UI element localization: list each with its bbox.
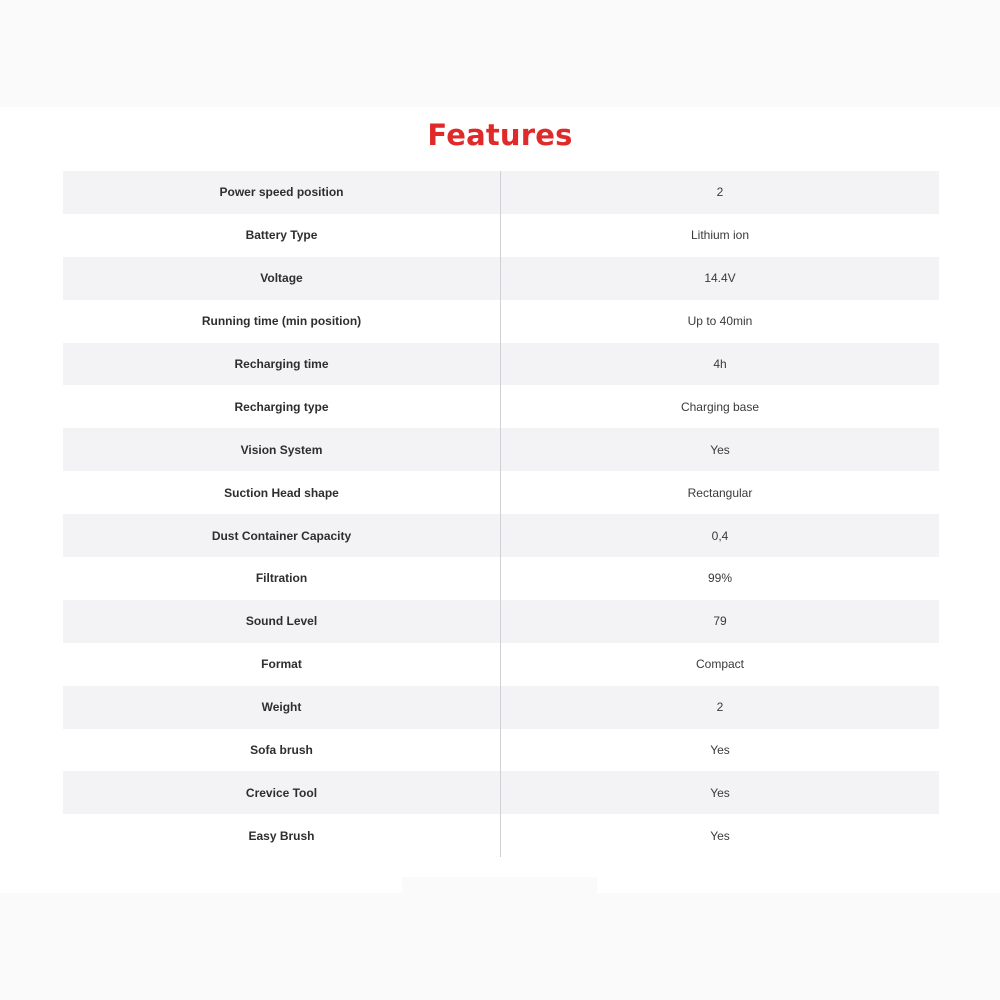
feature-label: Sofa brush <box>63 729 501 772</box>
feature-label: Battery Type <box>63 214 501 257</box>
feature-label: Easy Brush <box>63 814 501 857</box>
feature-value: 2 <box>716 185 724 200</box>
feature-value: 14.4V <box>704 271 736 286</box>
feature-value: Lithium ion <box>690 228 750 243</box>
table-row <box>63 643 939 686</box>
feature-label: Crevice Tool <box>63 771 501 814</box>
table-row <box>63 600 939 643</box>
table-row <box>63 729 939 772</box>
feature-label: Filtration <box>63 557 501 600</box>
table-row <box>63 343 939 386</box>
feature-value: 0,4 <box>711 528 729 543</box>
feature-value: Rectangular <box>687 485 753 500</box>
table-row <box>63 771 939 814</box>
feature-label: Recharging type <box>63 385 501 428</box>
top-band <box>0 0 1000 107</box>
feature-value: Compact <box>695 657 745 672</box>
feature-label: Suction Head shape <box>63 471 501 514</box>
table-row <box>63 814 939 857</box>
table-row <box>63 257 939 300</box>
feature-value: Yes <box>710 743 730 758</box>
feature-value: Yes <box>710 828 730 843</box>
feature-label: Voltage <box>63 257 501 300</box>
table-row <box>63 514 939 557</box>
section-title: Features <box>427 118 573 152</box>
bottom-tab <box>402 877 597 897</box>
feature-label: Format <box>63 643 501 686</box>
feature-label: Running time (min position) <box>63 300 501 343</box>
feature-value: 79 <box>713 614 727 629</box>
feature-label: Power speed position <box>63 171 501 214</box>
table-row <box>63 428 939 471</box>
feature-label: Sound Level <box>63 600 501 643</box>
table-row <box>63 300 939 343</box>
feature-value: 4h <box>713 357 727 371</box>
features-table <box>63 171 939 857</box>
feature-value: Charging base <box>680 399 760 414</box>
feature-value: Up to 40min <box>687 314 753 329</box>
feature-value: 2 <box>716 700 724 715</box>
feature-value: 99% <box>707 571 733 586</box>
table-row <box>63 557 939 600</box>
table-row <box>63 471 939 514</box>
table-row <box>63 171 939 214</box>
feature-label: Vision System <box>63 428 501 471</box>
feature-value: Yes <box>710 785 730 800</box>
table-row <box>63 214 939 257</box>
feature-label: Recharging time <box>63 343 501 386</box>
feature-label: Weight <box>63 686 501 729</box>
feature-label: Dust Container Capacity <box>63 514 501 557</box>
table-row <box>63 686 939 729</box>
feature-value: Yes <box>710 442 730 457</box>
table-row <box>63 385 939 428</box>
bottom-band <box>0 893 1000 1000</box>
